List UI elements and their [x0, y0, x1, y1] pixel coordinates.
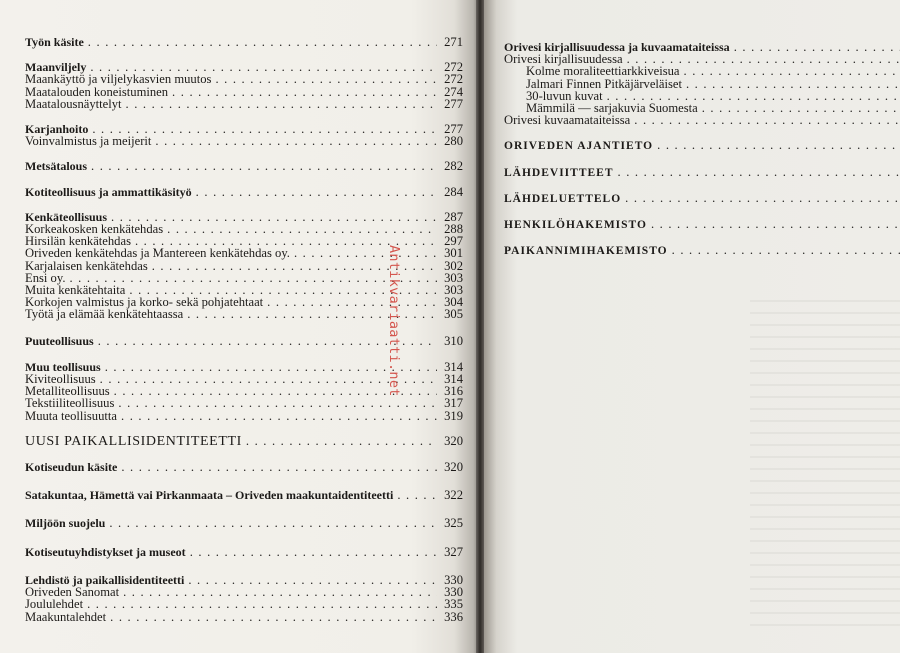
toc-entry-title: Oriveden Sanomat [25, 585, 120, 600]
dot-leader [734, 41, 900, 53]
dot-leader [215, 73, 437, 85]
toc-entry-title: Voinvalmistus ja meijerit [25, 134, 152, 149]
toc-page-number: 297 [444, 234, 463, 249]
toc-entry-title: Karjalaisen kenkätehdas [25, 258, 148, 273]
toc-page-number: 272 [444, 60, 463, 75]
toc-entry-title: Hirsilän kenkätehdas [25, 234, 131, 249]
dot-leader [109, 517, 437, 529]
toc-entry-title: UUSI PAIKALLISIDENTITEETTI [25, 433, 242, 449]
dot-leader [397, 489, 437, 501]
dot-leader [155, 135, 437, 147]
right-toc [504, 41, 900, 257]
toc-entry-title: PAIKANNIMIHAKEMISTO [504, 245, 668, 258]
toc-entry [25, 586, 463, 598]
toc-entry-title: Maatalousnäyttelyt [25, 96, 122, 111]
dot-leader [672, 244, 900, 256]
toc-page-number: 274 [444, 84, 463, 99]
toc-page-number: 317 [444, 396, 463, 411]
dot-leader [87, 598, 437, 610]
toc-page-number: 277 [444, 96, 463, 111]
show-through-texture [750, 300, 900, 630]
toc-entry-title: Orivesi kuvaamataiteissa [504, 113, 631, 128]
dot-leader [190, 546, 437, 558]
toc-page-number: 325 [444, 516, 463, 531]
toc-page-number: 314 [444, 372, 463, 387]
toc-entry [25, 73, 463, 85]
toc-entry [504, 139, 900, 152]
dot-leader [111, 211, 437, 223]
toc-entry-title: Maankäyttö ja viljelykasvien muutos [25, 72, 212, 87]
toc-entry-title: Työn käsite [25, 35, 84, 49]
toc-entry-title: HENKILÖHAKEMISTO [504, 219, 647, 232]
toc-entry-title: LÄHDELUETTELO [504, 192, 622, 205]
dot-leader [123, 586, 437, 598]
dot-leader [167, 223, 437, 235]
toc-entry-title: Työtä ja elämää kenkätehtaassa [25, 307, 184, 322]
dot-leader [651, 218, 900, 230]
toc-page-number: 320 [444, 433, 463, 448]
toc-entry-title: Metalliteollisuus [25, 384, 110, 399]
toc-entry-title: Korkojen valmistus ja korko- sekä pohjatehtaat [25, 295, 264, 310]
dot-leader [121, 461, 437, 473]
toc-entry-title: Kotiseudun käsite [25, 460, 118, 475]
toc-entry [504, 114, 900, 126]
toc-entry-title: Metsätalous [25, 159, 87, 174]
toc-entry-title: Satakuntaa, Hämettä vai Pirkanmaata – Oriveden maakuntaidentiteetti [25, 488, 394, 503]
toc-page-number: 303 [444, 283, 463, 298]
toc-page-number: 327 [444, 544, 463, 559]
toc-page-number: 310 [444, 333, 463, 348]
dot-leader [618, 166, 900, 178]
toc-entry-title: Joululehdet [25, 597, 84, 612]
toc-entry [504, 78, 900, 90]
toc-page-number: 301 [444, 246, 463, 261]
toc-entry-title: Lehdistö ja paikallisidentiteetti [25, 572, 185, 587]
dot-leader [246, 435, 437, 447]
dot-leader [126, 98, 437, 110]
toc-page-number: 271 [444, 35, 463, 49]
toc-page-number: 288 [444, 222, 463, 237]
toc-entry-title: Kotiseutuyhdistykset ja museot [25, 544, 186, 559]
toc-page-number: 272 [444, 72, 463, 87]
toc-page-number: 316 [444, 384, 463, 399]
dot-leader [684, 65, 900, 77]
toc-entry [504, 65, 900, 77]
toc-entry [25, 489, 463, 501]
toc-page-number: 302 [444, 258, 463, 273]
dot-leader [627, 53, 900, 65]
toc-entry [504, 244, 900, 257]
toc-page-number: 304 [444, 295, 463, 310]
toc-entry-title: Mämmilä — sarjakuvia Suomesta [526, 101, 698, 116]
toc-page-number: 314 [444, 359, 463, 374]
toc-entry-title: Maanviljely [25, 60, 87, 75]
toc-entry [25, 611, 463, 623]
toc-page-number: 319 [444, 408, 463, 423]
toc-page-number: 322 [444, 488, 463, 503]
dot-leader [188, 574, 437, 586]
toc-entry-title: Orivesi kirjallisuudessa [504, 52, 623, 67]
toc-entry-title: Orivesi kirjallisuudessa ja kuvaamataiteissa [504, 40, 730, 54]
dot-leader [294, 247, 437, 259]
dot-leader [91, 160, 437, 172]
toc-entry-title: Kotiteollisuus ja ammattikäsityö [25, 184, 192, 199]
toc-page-number: 320 [444, 460, 463, 475]
dot-leader [196, 186, 437, 198]
dot-leader [702, 102, 900, 114]
toc-entry-title: Ensi oy. [25, 270, 66, 285]
toc-entry [25, 461, 463, 473]
book-gutter [476, 0, 484, 653]
toc-entry-title: Maakuntalehdet [25, 609, 107, 624]
toc-entry-title: Karjanhoito [25, 122, 89, 137]
toc-entry-title: ORIVEDEN AJANTIETO [504, 140, 654, 153]
toc-page-number: 330 [444, 585, 463, 600]
toc-entry [25, 517, 463, 529]
toc-entry-title: Korkeakosken kenkätehdas [25, 222, 164, 237]
dot-leader [634, 114, 900, 126]
toc-entry [504, 218, 900, 231]
toc-entry [25, 160, 463, 172]
toc-entry-title: Kenkäteollisuus [25, 209, 108, 224]
toc-page-number: 287 [444, 209, 463, 224]
toc-entry [25, 186, 463, 198]
dot-leader [686, 78, 900, 90]
toc-entry-title: Muu teollisuus [25, 359, 101, 374]
toc-entry-title: Kiviteollisuus [25, 372, 96, 387]
toc-entry-title: Jalmari Finnen Pitkäjärveläiset [526, 76, 682, 91]
toc-entry-title: Miljöön suojelu [25, 516, 106, 531]
toc-page-number: 277 [444, 122, 463, 137]
dot-leader [90, 61, 437, 73]
toc-entry-title: Oriveden kenkätehdas ja Mantereen kenkätehdas oy. [25, 246, 290, 261]
dot-leader [657, 139, 900, 151]
dot-leader [88, 36, 437, 48]
dot-leader [607, 90, 900, 102]
toc-entry-title: 30-luvun kuvat [526, 88, 603, 103]
toc-entry [25, 36, 463, 48]
dot-leader [110, 611, 437, 623]
toc-entry-title: Muita kenkätehtaita [25, 283, 126, 298]
toc-entry-title: Tekstiiliteollisuus [25, 396, 115, 411]
dot-leader [625, 192, 900, 204]
toc-entry-title: Kolme moraliteettiarkkiveisua [526, 64, 680, 79]
toc-entry-title: Maatalouden koneistuminen [25, 84, 169, 99]
toc-entry [25, 435, 463, 448]
toc-entry [25, 546, 463, 558]
toc-entry-title: LÄHDEVIITTEET [504, 166, 614, 179]
right-page [484, 0, 900, 653]
toc-page-number: 303 [444, 270, 463, 285]
toc-page-number: 330 [444, 572, 463, 587]
toc-page-number: 335 [444, 597, 463, 612]
toc-page-number: 305 [444, 307, 463, 322]
toc-entry [25, 598, 463, 610]
toc-page-number: 280 [444, 134, 463, 149]
toc-entry [25, 86, 463, 98]
dot-leader [267, 296, 437, 308]
toc-entry [504, 166, 900, 179]
toc-entry [25, 135, 463, 147]
toc-entry-title: Puuteollisuus [25, 333, 94, 348]
toc-entry-title: Muuta teollisuutta [25, 408, 117, 423]
toc-entry [25, 98, 463, 110]
dot-leader [92, 123, 437, 135]
toc-page-number: 336 [444, 609, 463, 624]
toc-page-number: 284 [444, 184, 463, 199]
toc-page-number: 282 [444, 159, 463, 174]
watermark: Antikvariaatti.net [386, 245, 402, 397]
toc-entry [504, 192, 900, 205]
dot-leader [172, 86, 437, 98]
